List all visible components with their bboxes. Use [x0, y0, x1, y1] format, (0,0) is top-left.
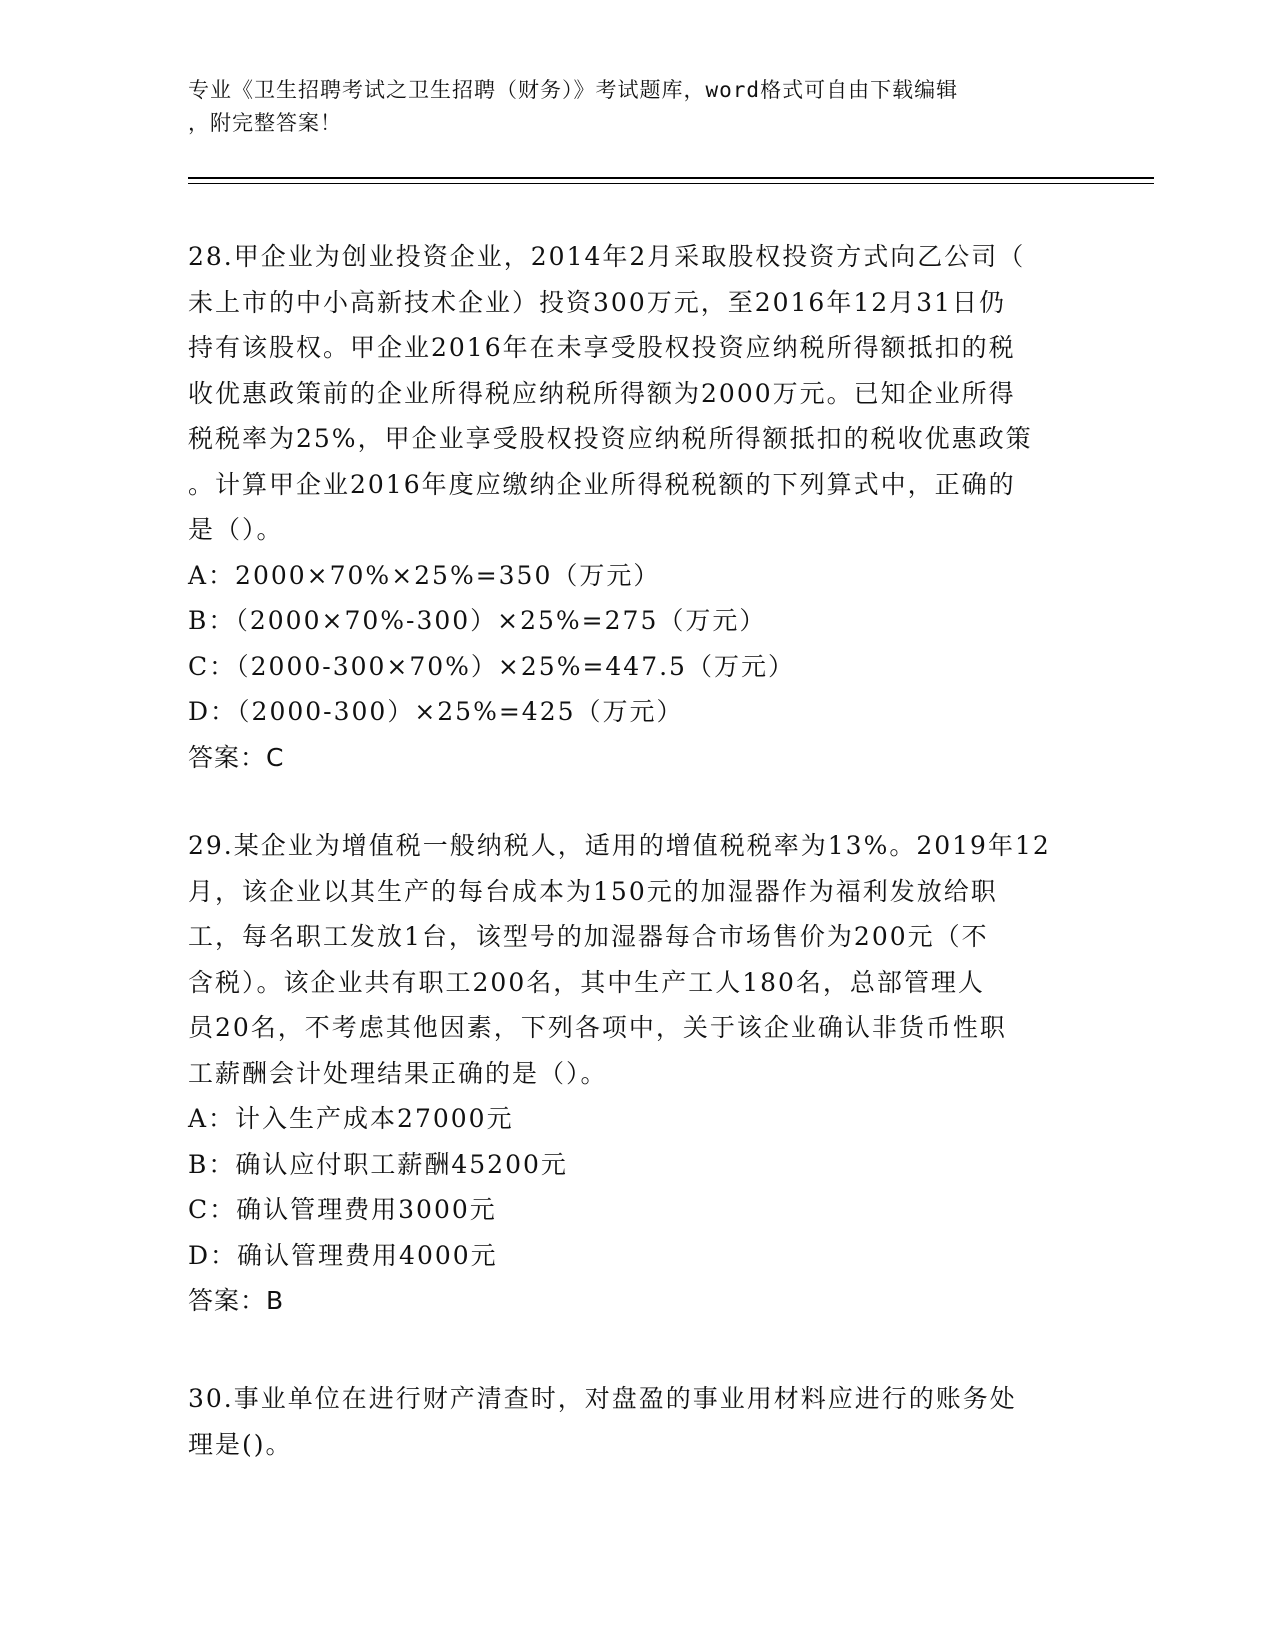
- question-28: [188, 234, 1088, 781]
- header-line: 专业《卫生招聘考试之卫生招聘（财务）》考试题库，word格式可自由下载编辑: [188, 78, 959, 102]
- stem-line: 是（）。: [188, 515, 284, 544]
- option-c: C：确认管理费用3000元: [188, 1195, 497, 1224]
- stem-line: 工，每名职工发放1台，该型号的加湿器每合市场售价为200元（不: [188, 922, 989, 951]
- stem-line: 持有该股权。甲企业2016年在未享受股权投资应纳税所得额抵扣的税: [188, 333, 1016, 362]
- option-d: D：确认管理费用4000元: [188, 1240, 498, 1270]
- header-divider-thick: [188, 177, 1154, 179]
- stem-line: 税税率为25%，甲企业享受股权投资应纳税所得额抵扣的税收优惠政策: [188, 424, 1033, 453]
- answer: 答案：C: [188, 742, 285, 772]
- stem-line: 。计算甲企业2016年度应缴纳企业所得税税额的下列算式中，正确的: [188, 469, 1016, 499]
- header-line: ，附完整答案！: [188, 111, 342, 135]
- document-header: [188, 74, 1068, 140]
- question-30: [188, 1376, 1088, 1467]
- stem-line: 工薪酬会计处理结果正确的是（）。: [188, 1058, 608, 1088]
- option-c: C：（2000-300×70%）×25%=447.5（万元）: [188, 651, 795, 681]
- answer: 答案：B: [188, 1286, 285, 1315]
- question-stem: [188, 234, 1088, 553]
- stem-line: 月，该企业以其生产的每台成本为150元的加湿器作为福利发放给职: [188, 876, 998, 906]
- question-stem: [188, 823, 1088, 1096]
- stem-line: 30.事业单位在进行财产清查时，对盘盈的事业用材料应进行的账务处: [188, 1384, 1017, 1413]
- option-a: A：计入生产成本27000元: [188, 1104, 514, 1133]
- option-d: D：（2000-300）×25%=425（万元）: [188, 697, 684, 726]
- stem-line: 未上市的中小高新技术企业）投资300万元，至2016年12月31日仍: [188, 287, 1006, 317]
- stem-line: 员20名，不考虑其他因素，下列各项中，关于该企业确认非货币性职: [188, 1013, 1007, 1042]
- option-b: B：确认应付职工薪酬45200元: [188, 1149, 568, 1179]
- stem-line: 28.甲企业为创业投资企业，2014年2月采取股权投资方式向乙公司（: [188, 242, 1026, 271]
- stem-line: 含税）。该企业共有职工200名，其中生产工人180名，总部管理人: [188, 967, 985, 997]
- stem-line: 理是()。: [188, 1429, 293, 1459]
- stem-line: 收优惠政策前的企业所得税应纳税所得额为2000万元。已知企业所得: [188, 378, 1016, 408]
- option-a: A：2000×70%×25%=350（万元）: [188, 560, 661, 590]
- option-b: B：（2000×70%-300）×25%=275（万元）: [188, 606, 767, 635]
- stem-line: 29.某企业为增值税一般纳税人，适用的增值税税率为13%。2019年12: [188, 831, 1051, 860]
- question-29: [188, 823, 1088, 1324]
- header-divider-thin: [188, 183, 1154, 184]
- question-stem: [188, 1376, 1088, 1467]
